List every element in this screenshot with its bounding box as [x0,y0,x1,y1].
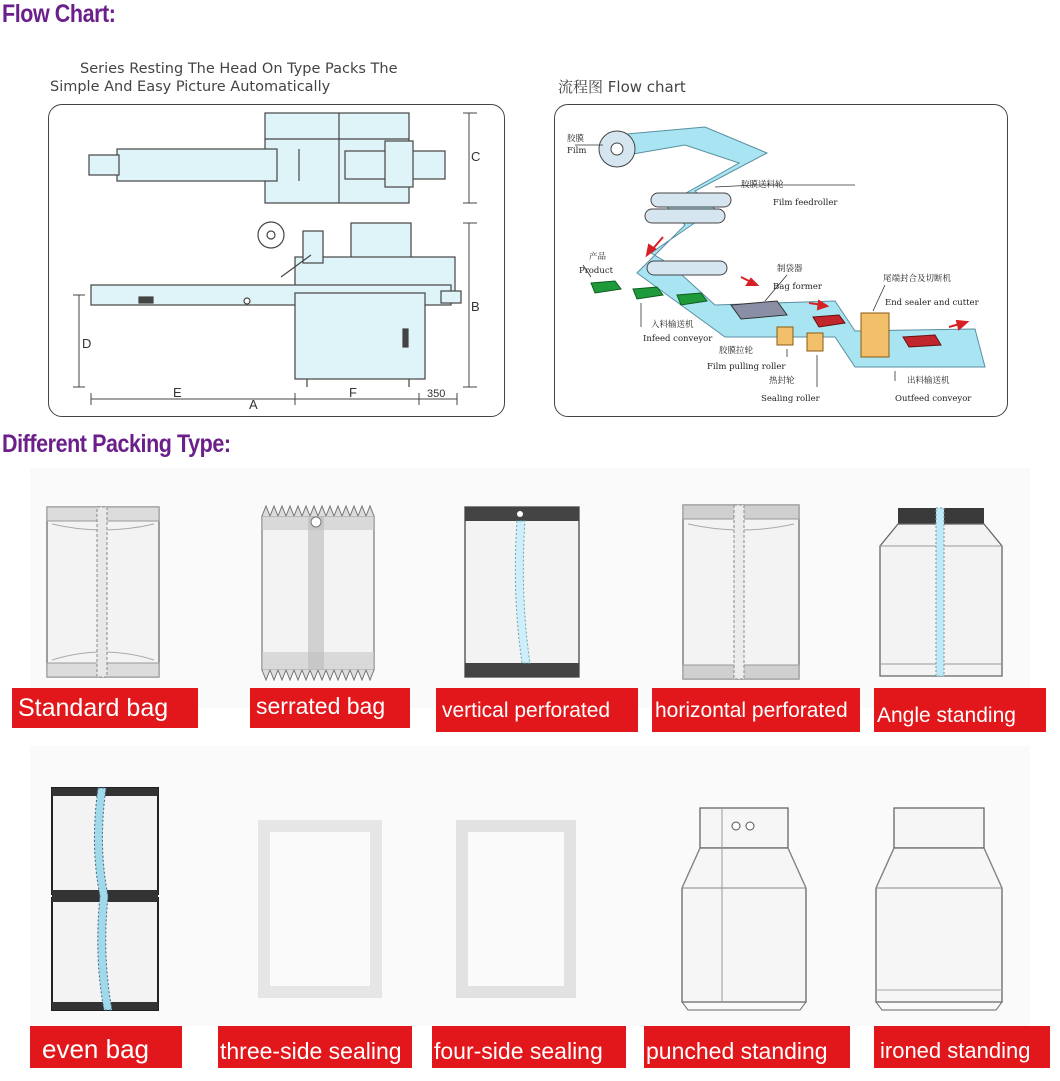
film-label-cn: 胶膜 [567,134,585,144]
three-side-sealing-bag-image [256,818,384,1000]
horizontal-perforated-bag-image [680,502,802,682]
process-flow-diagram [554,104,1008,417]
infeed-conveyor-label-cn: 入料输送机 [651,320,694,330]
sealing-roller-label-cn: 热封轮 [769,376,795,386]
sealing-roller-label-en: Sealing roller [761,394,820,404]
process-flow-svg [555,105,1007,416]
bag-former-label-en: Bag former [773,282,822,292]
bag-former-label-cn: 制袋器 [777,264,803,274]
film-pulling-roller-label-cn: 胶膜拉轮 [719,346,754,356]
punched-standing-bag-image [678,804,810,1016]
angle-standing-bag-image [876,506,1006,682]
process-flow-title: 流程图 Flow chart [558,78,686,96]
product-label-en: Product [579,266,613,276]
film-label-en: Film [567,146,587,156]
machine-caption-line2: Simple And Easy Picture Automatically [50,79,331,95]
product-1 [591,281,621,293]
top-view-conveyor [117,149,277,181]
packing-label-standard-bag: Standard bag [12,688,198,728]
dimension-b-label: B [471,299,480,314]
dimension-350-label: 350 [427,388,446,400]
machine-caption [50,60,398,96]
packing-label-vertical-perforated: vertical perforated [436,688,638,732]
packing-label-ironed-standing: ironed standing [874,1026,1050,1068]
packing-label-three-side-sealing: three-side sealing [218,1026,412,1068]
machine-drawing-svg [49,105,504,416]
film-path [615,127,985,367]
dimension-a-label: A [249,397,258,412]
packing-label-four-side-sealing: four-side sealing [432,1026,626,1068]
four-side-sealing-bag-image [454,818,578,1000]
end-sealer-cutter [861,313,889,357]
film-feedroller-label-cn: 胶膜送料轮 [741,180,784,190]
film-feedroller [651,193,731,207]
ironed-standing-bag-image [872,804,1006,1016]
end-sealer-label-en: End sealer and cutter [885,298,979,308]
even-bag-image [48,786,162,1014]
packing-label-punched-standing: punched standing [644,1026,850,1068]
standard-bag-image [44,504,162,680]
dimension-d-label: D [82,336,92,351]
packing-label-even-bag: even bag [30,1026,182,1068]
end-sealer-label-cn: 尾端封合及切断机 [883,274,952,284]
machine-caption-line1: Series Resting The Head On Type Packs The [80,61,398,77]
film-feedroller-label-en: Film feedroller [773,198,838,208]
infeed-conveyor-label-en: Infeed conveyor [643,334,713,344]
serrated-bag-image [258,502,378,684]
packing-label-angle-standing: Angle standing [874,688,1046,732]
outfeed-conveyor-label-cn: 出料输送机 [907,376,950,386]
dimension-f-label: F [349,385,357,400]
packing-types-heading: Different Packing Type: [2,430,231,458]
film-pulling-roller-label-en: Film pulling roller [707,362,786,372]
dimension-e-label: E [173,385,182,400]
outfeed-conveyor-label-en: Outfeed conveyor [895,394,972,404]
flow-chart-heading: Flow Chart: [2,0,116,28]
vertical-perforated-bag-image [462,504,582,680]
packing-label-serrated-bag: serrated bag [250,688,410,728]
film-pulling-roller [777,327,793,345]
finished-pack [903,335,941,347]
dimension-c-label: C [471,149,481,164]
packing-label-horizontal-perforated: horizontal perforated [652,688,860,732]
machine-dimension-drawing [48,104,505,417]
product-label-cn: 产品 [589,252,607,262]
sealing-roller [807,333,823,351]
product-2 [633,287,663,299]
film-holder [351,223,411,261]
